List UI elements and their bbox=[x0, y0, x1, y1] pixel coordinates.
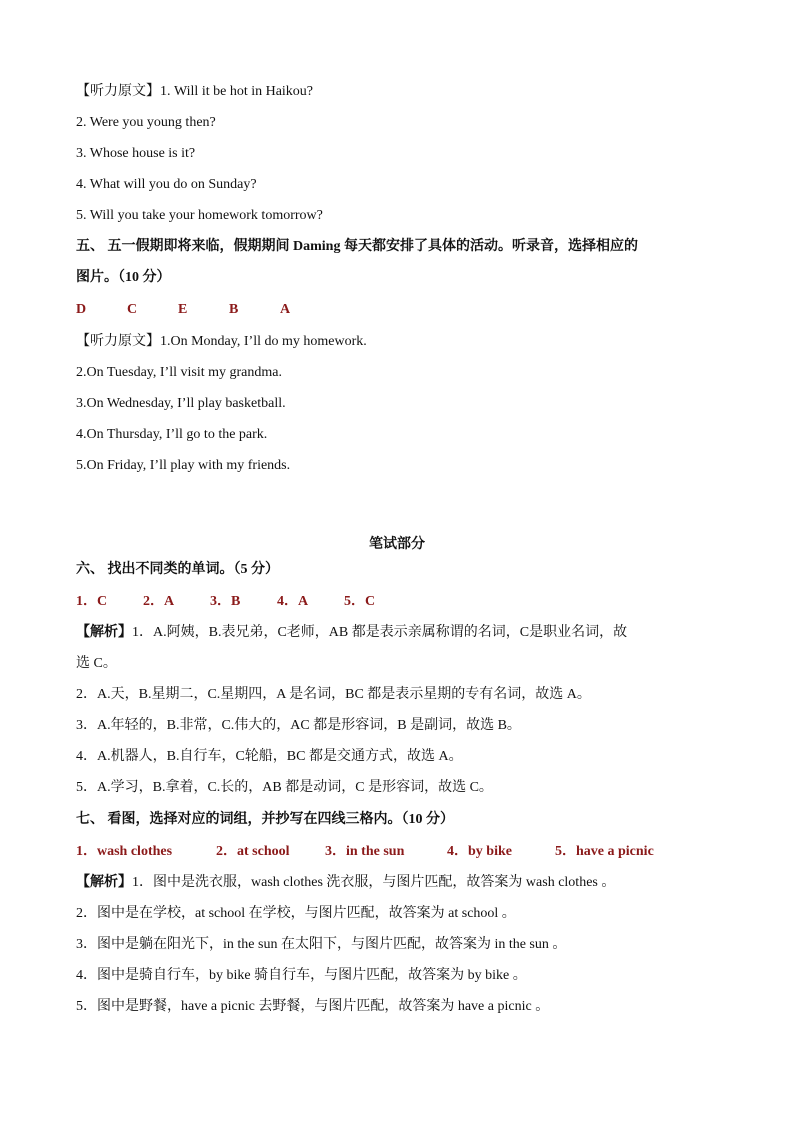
listening-line-1: 1.On Monday, I’ll do my homework. bbox=[160, 334, 367, 349]
section-7-answers bbox=[76, 842, 720, 862]
answer-item: 5．C bbox=[344, 594, 376, 609]
listening-line-2: 2. Were you young then? bbox=[76, 115, 216, 130]
section-5-heading: 五、 五一假期即将来临，假期期间 Daming 每天都安排了具体的活动。听录音，选择相应的 bbox=[76, 239, 638, 254]
listening-line-2: 2.On Tuesday, I’ll visit my grandma. bbox=[76, 365, 282, 380]
answer-item: 2．at school bbox=[216, 844, 290, 859]
analysis-line: 2．图中是在学校，at school 在学校，与图片匹配，故答案为 at school 。 bbox=[76, 906, 516, 921]
analysis-line: 5．图中是野餐，have a picnic 去野餐，与图片匹配，故答案为 have a picnic 。 bbox=[76, 999, 550, 1014]
answer-item: B bbox=[229, 302, 239, 317]
analysis-tag: 【解析】 bbox=[76, 625, 132, 640]
answer-item: D bbox=[76, 302, 87, 317]
section-5-heading-cont: 图片。（10 分） bbox=[76, 270, 171, 285]
answer-item: 3．in the sun bbox=[325, 844, 405, 859]
listening-line-3: 3.On Wednesday, I’ll play basketball. bbox=[76, 396, 286, 411]
listening-script-line bbox=[76, 332, 720, 352]
section-5-answers bbox=[76, 300, 720, 320]
listening-script-line bbox=[76, 82, 720, 102]
analysis-line: 选 C。 bbox=[76, 656, 117, 671]
listening-script-tag: 【听力原文】 bbox=[76, 84, 160, 99]
analysis-line: 4．图中是骑自行车，by bike 骑自行车，与图片匹配，故答案为 by bike 。 bbox=[76, 968, 527, 983]
listening-line-5: 5. Will you take your homework tomorrow? bbox=[76, 208, 323, 223]
answer-item: 1．C bbox=[76, 594, 108, 609]
answer-item: 3．B bbox=[210, 594, 241, 609]
listening-line-3: 3. Whose house is it? bbox=[76, 146, 196, 161]
listening-line-4: 4.On Thursday, I’ll go to the park. bbox=[76, 427, 268, 442]
answer-item: 5．have a picnic bbox=[555, 844, 654, 859]
answer-item: C bbox=[127, 302, 138, 317]
listening-line-1: 1. Will it be hot in Haikou? bbox=[160, 84, 314, 99]
section-7-heading: 七、 看图，选择对应的词组，并抄写在四线三格内。（10 分） bbox=[76, 812, 454, 827]
written-part-title: 笔试部分 bbox=[369, 537, 425, 552]
section-6-answers bbox=[76, 592, 720, 612]
section-6-heading: 六、 找出不同类的单词。（5 分） bbox=[76, 562, 279, 577]
analysis-line bbox=[76, 873, 720, 893]
answer-item: 2．A bbox=[143, 594, 175, 609]
listening-line-5: 5.On Friday, I’ll play with my friends. bbox=[76, 458, 291, 473]
answer-item: A bbox=[280, 302, 291, 317]
answer-item: 1．wash clothes bbox=[76, 844, 173, 859]
analysis-line: 3．A.年轻的，B.非常，C.伟大的，AC 都是形容词，B 是副词，故选 B。 bbox=[76, 718, 521, 733]
analysis-line: 2．A.天，B.星期二，C.星期四，A 是名词，BC 都是表示星期的专有名词，故选 A。 bbox=[76, 687, 591, 702]
analysis-text: 1．图中是洗衣服，wash clothes 洗衣服，与图片匹配，故答案为 wash clothes 。 bbox=[132, 875, 616, 890]
analysis-line: 3．图中是躺在阳光下，in the sun 在太阳下，与图片匹配，故答案为 in the sun 。 bbox=[76, 937, 567, 952]
listening-line-4: 4. What will you do on Sunday? bbox=[76, 177, 257, 192]
answer-item: 4．by bike bbox=[447, 844, 512, 859]
analysis-line: 4．A.机器人，B.自行车，C轮船，BC 都是交通方式，故选 A。 bbox=[76, 749, 463, 764]
analysis-line: 5．A.学习，B.拿着，C.长的，AB 都是动词，C 是形容词，故选 C。 bbox=[76, 780, 493, 795]
analysis-tag: 【解析】 bbox=[76, 875, 132, 890]
analysis-line bbox=[76, 623, 720, 643]
answer-item: E bbox=[178, 302, 188, 317]
analysis-text: 1．A.阿姨，B.表兄弟，C老师，AB 都是表示亲属称谓的名词，C是职业名词，故 bbox=[132, 625, 628, 640]
answer-item: 4．A bbox=[277, 594, 309, 609]
listening-script-tag: 【听力原文】 bbox=[76, 334, 160, 349]
